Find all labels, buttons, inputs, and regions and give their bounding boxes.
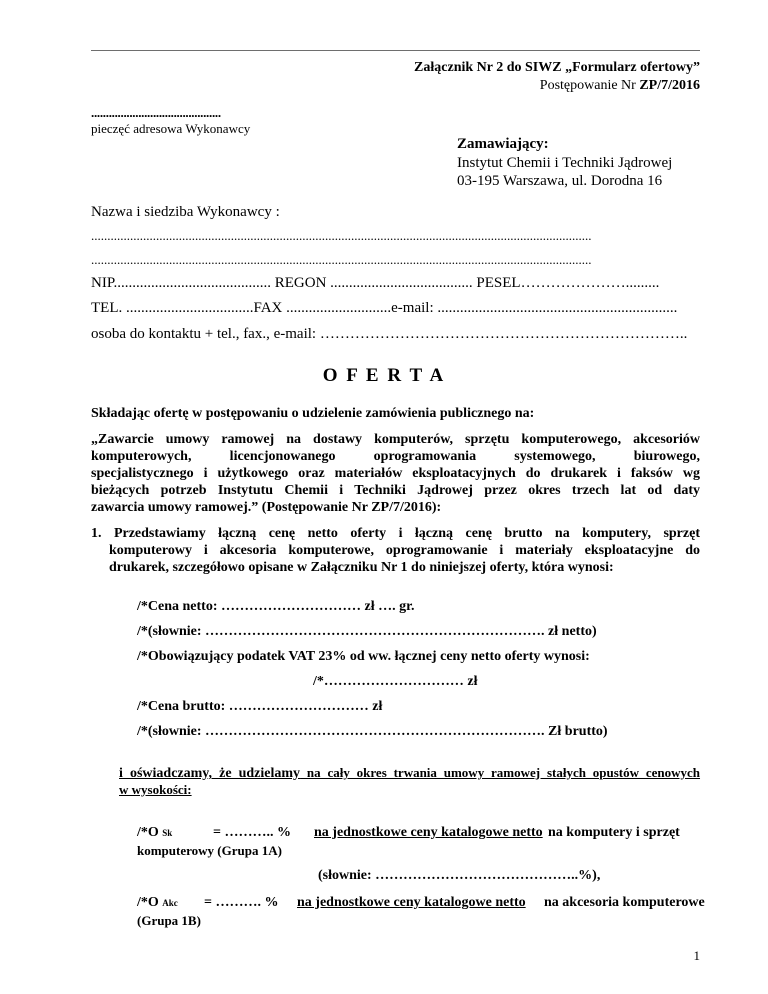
stamp-dots: ............................................ [91, 105, 221, 120]
discount-sk-group: komputerowy (Grupa 1A) [137, 843, 282, 858]
tel-fax-email-line: TEL. ..................................FAX ............................e-mail: ................................................................ [91, 300, 678, 316]
discount-sk-label: /*O Sk [137, 825, 173, 840]
contractor-dots-line-2: .......................................................................................................................................................... [91, 252, 592, 267]
vat-amount-line: /*………………………… zł [313, 674, 478, 689]
discount-sk-target: na komputery i sprzęt [548, 825, 680, 840]
contracting-heading: Zamawiający: [457, 136, 549, 152]
subject-line-3: specjalistycznego i użytkowego oraz materiałów eksploatacyjnych do drukarek i faksów wg [91, 466, 700, 481]
page-number: 1 [693, 948, 700, 963]
net-price-words-line: /*(słownie: ………………………………………………………………. zł netto) [137, 624, 597, 639]
discount-sk-words: (słownie: ……………………………………..%), [318, 868, 601, 883]
gross-price-words-line: /*(słownie: ………………………………………………………………. Zł brutto) [137, 724, 608, 739]
contracting-address: 03-195 Warszawa, ul. Dorodna 16 [457, 173, 663, 189]
net-price-line: /*Cena netto: ………………………… zł …. gr. [137, 599, 415, 614]
nip-regon-pesel-line: NIP.......................................... REGON ...................................... PESEL…………………......... [91, 275, 660, 291]
gross-price-line: /*Cena brutto: ………………………… zł [137, 699, 383, 714]
subject-line-2: komputerowych, licencjonowanego oprogramowania systemowego, biurowego, [91, 449, 700, 464]
discount-intro-line-1: i oświadczamy, że udzielamy na cały okres trwania umowy ramowej stałych opustów cenowych [119, 765, 701, 781]
contractor-name-label: Nazwa i siedziba Wykonawcy : [91, 204, 280, 220]
discount-sk-catalog: na jednostkowe ceny katalogowe netto [314, 825, 543, 840]
discount-sk-value: = ……….. % [213, 825, 291, 840]
vat-line: /*Obowiązujący podatek VAT 23% od ww. łącznej ceny netto oferty wynosi: [137, 649, 590, 664]
offer-intro: Składając ofertę w postępowaniu o udzielenie zamówienia publicznego na: [91, 406, 535, 421]
contact-person-line: osoba do kontaktu + tel., fax., e-mail: ……………………………………………………………….. [91, 326, 688, 342]
contractor-dots-line-1: .......................................................................................................................................................... [91, 228, 592, 243]
discount-akc-label: /*O Akc [137, 895, 178, 910]
item1-line-3: drukarek, szczegółowo opisane w Załączniku Nr 1 do niniejszej oferty, która wynosi: [109, 560, 614, 575]
discount-akc-catalog: na jednostkowe ceny katalogowe netto [297, 895, 526, 910]
discount-intro-line-2: w wysokości: [119, 782, 192, 797]
top-rule [91, 50, 700, 51]
subject-line-5: zawarcia umowy ramowej.” (Postępowanie Nr ZP/7/2016): [91, 500, 442, 515]
annex-title: Załącznik Nr 2 do SIWZ „Formularz ofertowy” [414, 60, 700, 75]
stamp-caption: pieczęć adresowa Wykonawcy [91, 121, 251, 136]
subject-line-4: bieżących potrzeb Instytutu Chemii i Techniki Jądrowej przez okres trzech lat od daty [91, 483, 700, 498]
item1-line-1: 1. Przedstawiamy łączną cenę netto oferty i łączną cenę brutto na komputery, sprzęt [91, 526, 700, 541]
contracting-name: Instytut Chemii i Techniki Jądrowej [457, 155, 673, 171]
discount-akc-target: na akcesoria komputerowe [544, 895, 705, 910]
discount-akc-group: (Grupa 1B) [137, 913, 201, 928]
subject-line-1: „Zawarcie umowy ramowej na dostawy komputerów, sprzętu komputerowego, akcesoriów [91, 432, 700, 447]
proceeding-number: Postępowanie Nr ZP/7/2016 [539, 78, 700, 93]
item1-line-2: komputerowy i akcesoria komputerowe, oprogramowanie i materiały eksploatacyjne do [109, 543, 700, 558]
discount-akc-value: = ………. % [204, 895, 279, 910]
offer-title: O F E R T A [322, 365, 446, 386]
